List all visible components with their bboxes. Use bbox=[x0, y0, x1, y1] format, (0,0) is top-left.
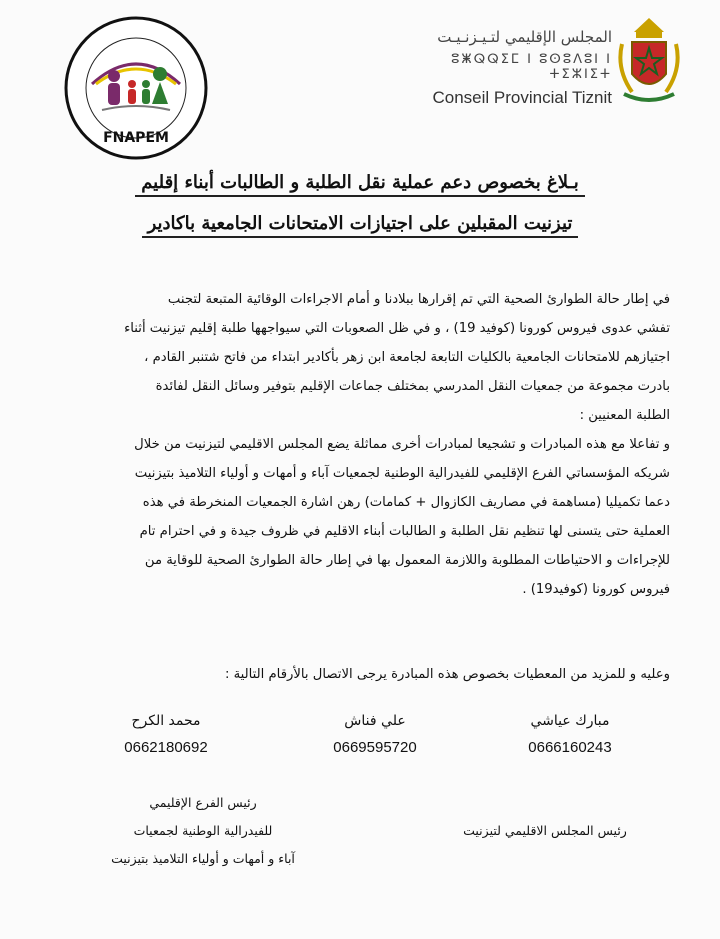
contact-name: علي فناش bbox=[344, 713, 406, 729]
body-line: شريكه المؤسساتي الفرع الإقليمي للفيدرالية الوطنية لجمعيات آباء و أمهات و أولياء التلاميذ بتيزنيت bbox=[134, 466, 670, 481]
council-president-signature bbox=[455, 817, 635, 845]
signature-line: آباء و أمهات و أولياء التلاميذ بتيزنيت bbox=[111, 851, 295, 866]
contact-name: مبارك عياشي bbox=[530, 713, 610, 729]
council-name-tifinagh: ⵓⵥⵕⵕⵉⵎ ⵏ ⵓⵙⵓⴷⵓⵏ ⵏ ⵜⵉⵣⵏⵉⵜ bbox=[451, 52, 612, 82]
body-paragraph-2 bbox=[66, 430, 670, 604]
body-line: فيروس كورونا (كوفيد19) . bbox=[522, 582, 670, 597]
announcement-title-line1: بـلاغ بخصوص دعم عملية نقل الطلبة و الطالبات أبناء إقليم bbox=[135, 172, 585, 197]
body-line: للإجراءات و الاحتياطات المطلوبة واللازمة المعمول بها في إطار حالة الطوارئ الصحية للوقاية من bbox=[144, 553, 670, 568]
contact-phone: 0666160243 bbox=[528, 739, 612, 756]
council-header bbox=[392, 28, 612, 108]
contact-phone: 0669595720 bbox=[333, 739, 417, 756]
signature-line: رئيس الفرع الإقليمي bbox=[149, 795, 257, 810]
council-name-french: Conseil Provincial Tiznit bbox=[432, 88, 612, 107]
fnapem-wordmark: FNAPEM bbox=[103, 130, 169, 146]
body-line: العملية حتى يتسنى لها تنظيم نقل الطلبة و الطالبات أبناء الاقليم في ظروف جيدة و في احترام تام bbox=[139, 524, 670, 539]
contact-1 bbox=[500, 713, 640, 756]
body-line: تفشي عدوى فيروس كورونا (كوفيد 19) ، و في ظل الصعوبات التي سيواجهها طلبة إقليم تيزنيت أثناء bbox=[124, 321, 670, 336]
body-paragraph-1 bbox=[66, 285, 670, 430]
contact-phone: 0662180692 bbox=[124, 739, 208, 756]
contact-name: محمد الكرح bbox=[131, 713, 201, 729]
body-paragraph-3 bbox=[66, 660, 670, 689]
body-line: اجتيازهم للامتحانات الجامعية بالكليات التابعة لجامعة ابن زهر بأكادير ابتداء من فاتح شتنبر القادم ، bbox=[144, 350, 670, 365]
body-line: بادرت مجموعة من جمعيات النقل المدرسي بمختلف جماعات الإقليم بتوفير وسائل النقل لفائدة bbox=[155, 379, 670, 394]
body-line: في إطار حالة الطوارئ الصحية التي تم إقرارها ببلادنا و أمام الاجراءات الوقائية المتبعة لتجنب bbox=[167, 292, 670, 307]
fnapem-logo bbox=[62, 14, 210, 162]
body-line: و تفاعلا مع هذه المبادرات و تشجيعا لمبادرات أخرى مماثلة يضع المجلس الاقليمي لتيزنيت من خلال bbox=[134, 437, 670, 452]
announcement-title-line2: تيزنيت المقبلين على اجتيازات الامتحانات الجامعية باكادير bbox=[142, 213, 579, 238]
body-line: دعما تكميليا (مساهمة في مصاريف الكازوال + كمامات) رهن اشارة الجمعيات المنخرطة في هذه bbox=[142, 495, 670, 510]
council-name-arabic: المجلس الإقليمي لتـيـزنـيـت bbox=[437, 28, 612, 46]
branch-president-signature bbox=[88, 789, 318, 873]
body-line: الطلبة المعنيين : bbox=[579, 408, 670, 423]
contact-3 bbox=[96, 713, 236, 756]
signature-line: رئيس المجلس الاقليمي لتيزنيت bbox=[463, 823, 627, 838]
signature-line: للفيدرالية الوطنية لجمعيات bbox=[133, 823, 273, 838]
coat-of-arms-icon bbox=[614, 14, 684, 110]
contact-2 bbox=[305, 713, 445, 756]
body-line: وعليه و للمزيد من المعطيات بخصوص هذه المبادرة يرجى الاتصال بالأرقام التالية : bbox=[224, 667, 670, 682]
